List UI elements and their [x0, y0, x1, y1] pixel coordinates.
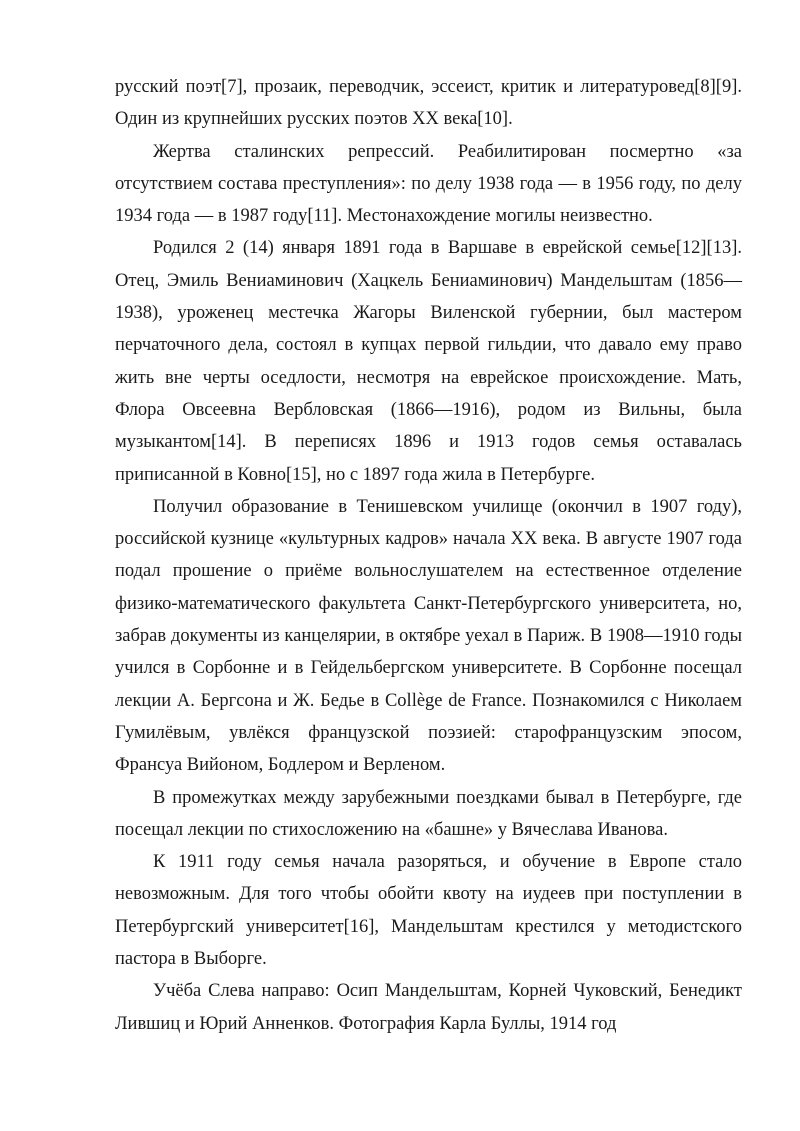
document-body — [115, 71, 742, 1040]
paragraph-birth-family: Родился 2 (14) января 1891 года в Варшаве в еврейской семье[12][13]. Отец, Эмиль Вениаминович (Хацкель Бениаминович) Мандельштам (1856—1938), уроженец местечка Жагоры Виленской губернии, был мастером перчаточного дела, состоял в купцах первой гильдии, что давало ему право жить вне черты оседлости, несмотря на еврейское происхождение. Мать, Флора Овсеевна Вербловская (1866—1916), родом из Вильны, была музыкантом[14]. В переписях 1896 и 1913 годов семья оставалась приписанной в Ковно[15], но с 1897 года жила в Петербурге. — [115, 238, 742, 485]
paragraph-repression: Жертва сталинских репрессий. Реабилитирован посмертно «за отсутствием состава преступления»: по делу 1938 года — в 1956 году, по делу 1934 года — в 1987 году[11]. Местонахождение могилы неизвестно. — [115, 141, 742, 227]
paragraph-photo-caption: Учёба Слева направо: Осип Мандельштам, Корней Чуковский, Бенедикт Лившиц и Юрий Анненков. Фотография Карла Буллы, 1914 год — [115, 981, 742, 1034]
paragraph-continuation: русский поэт[7], прозаик, переводчик, эссеист, критик и литературовед[8][9]. Один из крупнейших русских поэтов XX века[10]. — [115, 77, 742, 130]
paragraph-education: Получил образование в Тенишевском училище (окончил в 1907 году), российской кузнице «культурных кадров» начала XX века. В августе 1907 года подал прошение о приёме вольнослушателем на естественное отделение физико-математического факультета Санкт-Петербургского университета, но, забрав документы из канцелярии, в октябре уехал в Париж. В 1908—1910 годы учился в Сорбонне и в Гейдельбергском университете. В Сорбонне посещал лекции А. Бергсона и Ж. Бедье в Collège de France. Познакомился с Николаем Гумилёвым, увлёкся французской поэзией: старофранцузским эпосом, Франсуа Вийоном, Бодлером и Верленом. — [115, 496, 742, 776]
paragraph-baptism: К 1911 году семья начала разоряться, и обучение в Европе стало невозможным. Для того чтобы обойти квоту на иудеев при поступлении в Петербургский университет[16], Мандельштам крестился у методистского пастора в Выборге. — [115, 852, 742, 970]
paragraph-petersburg-visits: В промежутках между зарубежными поездками бывал в Петербурге, где посещал лекции по стихосложению на «башне» у Вячеслава Иванова. — [115, 787, 742, 840]
